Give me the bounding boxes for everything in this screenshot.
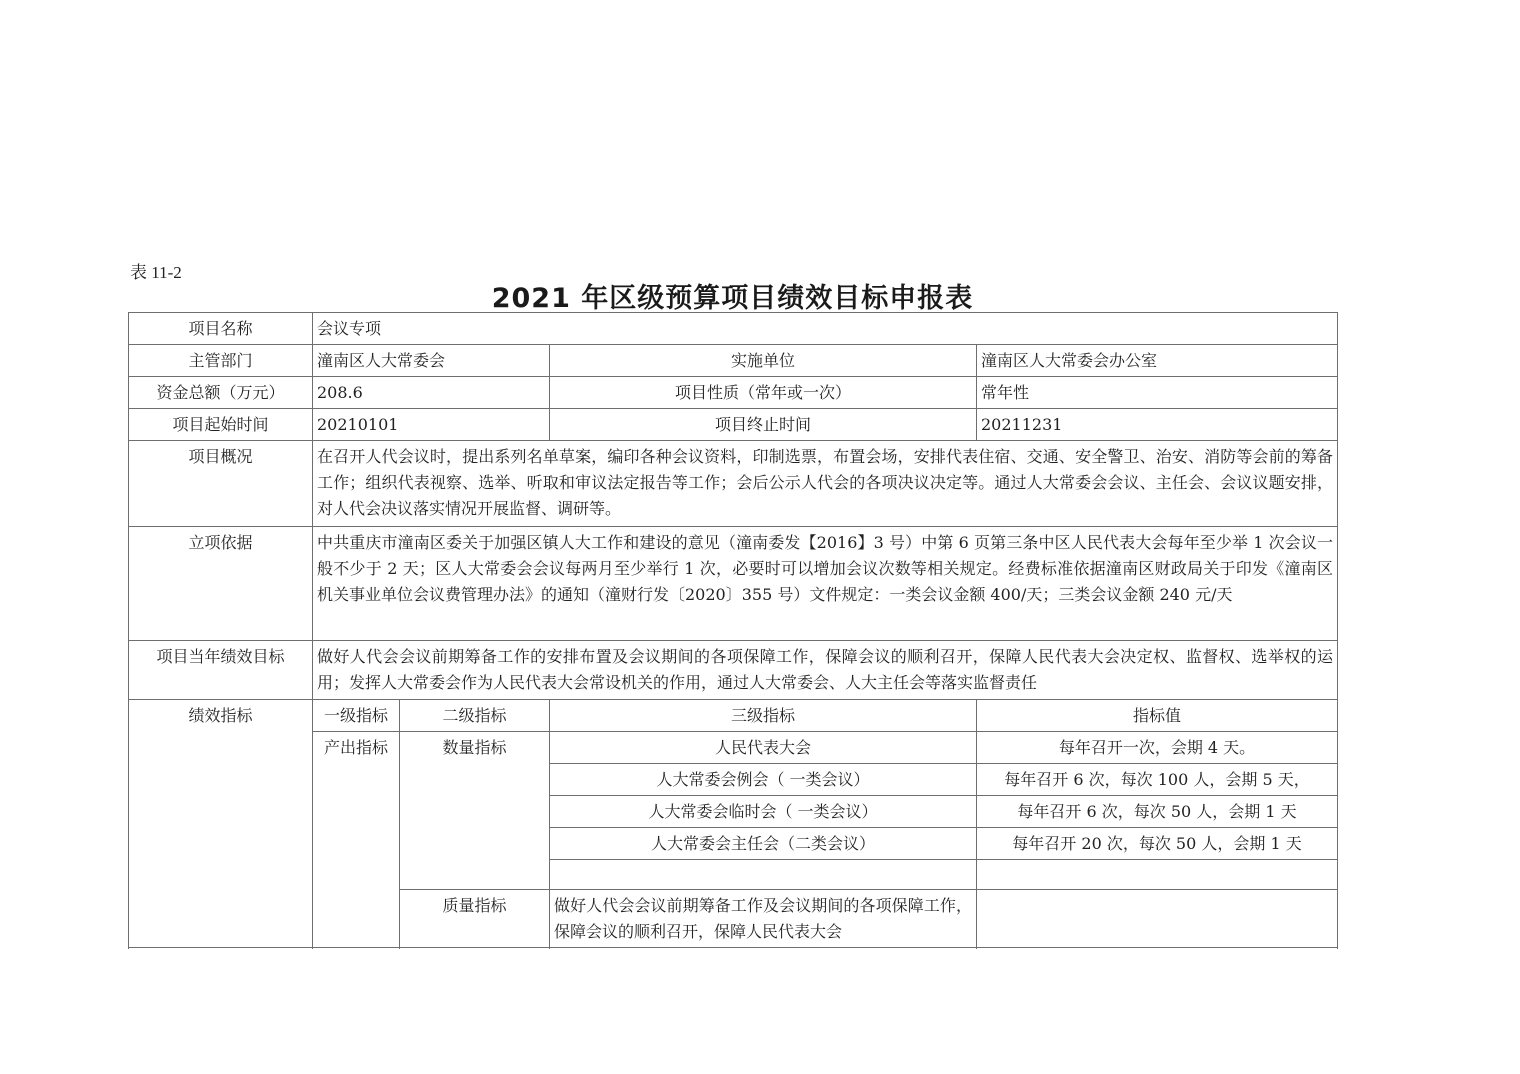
label-overview: 项目概况 bbox=[129, 441, 313, 527]
value-project-nature: 常年性 bbox=[977, 377, 1338, 409]
label-project-nature: 项目性质（常年或一次） bbox=[550, 377, 977, 409]
quantity-value: 每年召开 20 次，每次 50 人，会期 1 天 bbox=[977, 828, 1338, 860]
value-implementing-unit: 潼南区人大常委会办公室 bbox=[977, 345, 1338, 377]
label-project-name: 项目名称 bbox=[129, 313, 313, 345]
label-quantity-indicator: 数量指标 bbox=[400, 732, 550, 890]
document-title: 2021 年区级预算项目绩效目标申报表 bbox=[491, 283, 974, 314]
quantity-value: 每年召开一次，会期 4 天。 bbox=[977, 732, 1338, 764]
value-project-name: 会议专项 bbox=[313, 313, 1338, 345]
row-overview bbox=[129, 441, 1338, 527]
value-total-fund: 208.6 bbox=[313, 377, 550, 409]
label-indicators: 绩效指标 bbox=[129, 700, 313, 948]
row-department bbox=[129, 345, 1338, 377]
quantity-value: 每年召开 6 次，每次 100 人，会期 5 天， bbox=[977, 764, 1338, 796]
row-dates bbox=[129, 409, 1338, 441]
header-level1: 一级指标 bbox=[313, 700, 400, 732]
quantity-name: 人民代表大会 bbox=[550, 732, 977, 764]
quantity-name bbox=[550, 860, 977, 890]
label-output-indicator: 产出指标 bbox=[313, 732, 400, 948]
label-annual-goal: 项目当年绩效目标 bbox=[129, 641, 313, 700]
header-value: 指标值 bbox=[977, 700, 1338, 732]
quality-value bbox=[977, 890, 1338, 948]
quantity-name: 人大常委会例会（ 一类会议） bbox=[550, 764, 977, 796]
value-end-time: 20211231 bbox=[977, 409, 1338, 441]
value-overview: 在召开人代会议时，提出系列名单草案，编印各种会议资料，印制选票，布置会场，安排代表住宿、交通、安全警卫、治安、消防等会前的筹备工作；组织代表视察、选举、听取和审议法定报告等工作；会后公示人代会的各项决议决定等。通过人大常委会会议、主任会、会议议题安排，对人代会决议落实情况开展监督、调研等。 bbox=[313, 441, 1338, 527]
quality-name: 做好人代会会议前期筹备工作及会议期间的各项保障工作，保障会议的顺利召开，保障人民代表大会 bbox=[550, 890, 977, 948]
label-end-time: 项目终止时间 bbox=[550, 409, 977, 441]
table-number: 表 11-2 bbox=[130, 263, 182, 282]
row-fund bbox=[129, 377, 1338, 409]
row-basis bbox=[129, 527, 1338, 641]
value-department: 潼南区人大常委会 bbox=[313, 345, 550, 377]
value-basis: 中共重庆市潼南区委关于加强区镇人大工作和建设的意见（潼南委发【2016】3 号）中第 6 页第三条中区人民代表大会每年至少举 1 次会议一般不少于 2 天；区人大常委会会议每两月至少举行 1 次，必要时可以增加会议次数等相关规定。经费标准依据潼南区财政局关于印发《潼南区机关事业单位会议费管理办法》的通知（潼财行发〔2020〕355 号）文件规定：一类会议金额 400/天；三类会议金额 240 元/天 bbox=[313, 527, 1338, 641]
label-implementing-unit: 实施单位 bbox=[550, 345, 977, 377]
label-total-fund: 资金总额（万元） bbox=[129, 377, 313, 409]
quantity-name: 人大常委会临时会（ 一类会议） bbox=[550, 796, 977, 828]
row-annual-goal bbox=[129, 641, 1338, 700]
header-level2: 二级指标 bbox=[400, 700, 550, 732]
quantity-value: 每年召开 6 次，每次 50 人，会期 1 天 bbox=[977, 796, 1338, 828]
performance-form-table bbox=[128, 312, 1338, 948]
row-indicator-headers bbox=[129, 700, 1338, 732]
value-annual-goal: 做好人代会会议前期筹备工作的安排布置及会议期间的各项保障工作，保障会议的顺利召开，保障人民代表大会决定权、监督权、选举权的运用；发挥人大常委会作为人民代表大会常设机关的作用，通过人大常委会、人大主任会等落实监督责任 bbox=[313, 641, 1338, 700]
quantity-name: 人大常委会主任会（二类会议） bbox=[550, 828, 977, 860]
label-start-time: 项目起始时间 bbox=[129, 409, 313, 441]
label-department: 主管部门 bbox=[129, 345, 313, 377]
label-quality-indicator: 质量指标 bbox=[400, 890, 550, 948]
quantity-value bbox=[977, 860, 1338, 890]
label-basis: 立项依据 bbox=[129, 527, 313, 641]
row-project-name bbox=[129, 313, 1338, 345]
value-start-time: 20210101 bbox=[313, 409, 550, 441]
header-level3: 三级指标 bbox=[550, 700, 977, 732]
